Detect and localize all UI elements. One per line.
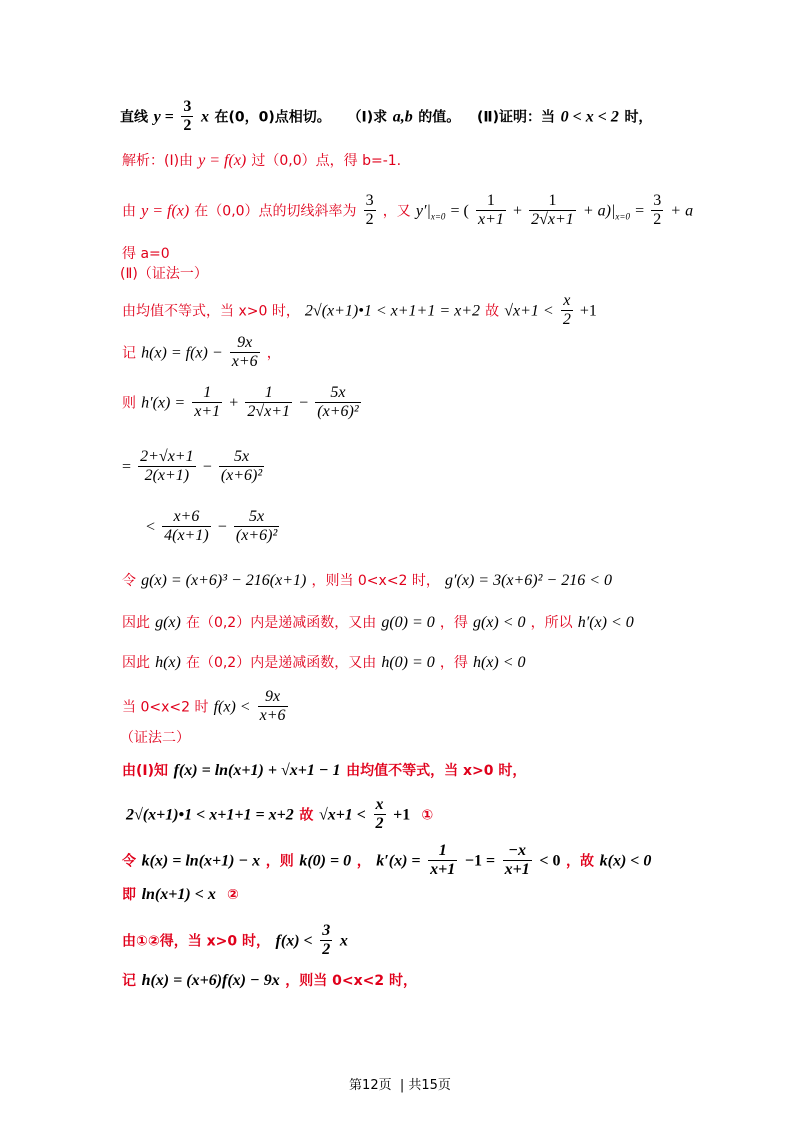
denominator: x+6 bbox=[259, 707, 286, 725]
denominator: 2√x+1 bbox=[531, 211, 574, 229]
solution-line bbox=[122, 192, 693, 230]
text: ，则 bbox=[265, 853, 294, 870]
solution-line bbox=[122, 652, 526, 673]
denominator: x+1 bbox=[194, 403, 221, 421]
math: g(x) = (x+6)³ − 216(x+1) bbox=[141, 572, 307, 589]
math: + a)| bbox=[582, 202, 616, 220]
math: a,b bbox=[392, 108, 413, 126]
math: h(x) < 0 bbox=[472, 654, 526, 671]
text: 令 bbox=[122, 853, 136, 870]
math: − bbox=[299, 394, 309, 412]
math: √x+1 < bbox=[318, 806, 366, 824]
text: 由均值不等式，当 x>0 时， bbox=[122, 303, 300, 320]
text: ，则当 0<x<2 时， bbox=[311, 573, 440, 589]
math: f(x) = ln(x+1) + √x+1 − 1 bbox=[173, 762, 341, 779]
math: k(0) = 0 bbox=[299, 852, 352, 870]
denominator: 2 bbox=[562, 311, 571, 329]
math: k(x) < 0 bbox=[599, 852, 652, 870]
math: 2√(x+1)•1 < x+1+1 = x+2 bbox=[126, 806, 294, 824]
fraction bbox=[364, 192, 376, 230]
math: y = f(x) bbox=[141, 202, 190, 220]
fraction bbox=[374, 796, 386, 834]
math: = bbox=[635, 202, 645, 220]
math: ln(x+1) < x bbox=[141, 886, 216, 903]
math: + bbox=[512, 202, 522, 220]
math: 0 < x < 2 bbox=[560, 108, 619, 126]
math: k′(x) = bbox=[376, 852, 421, 870]
problem-statement-line bbox=[120, 98, 652, 136]
text: （Ⅰ)求 bbox=[347, 109, 388, 126]
footer-separator: | bbox=[399, 1078, 405, 1093]
math: y = f(x) bbox=[198, 152, 247, 169]
denominator: (x+6)² bbox=[317, 403, 359, 421]
math: +1 bbox=[579, 302, 597, 320]
math: < bbox=[146, 518, 156, 536]
math: g(0) = 0 bbox=[381, 614, 435, 631]
denominator: x+6 bbox=[231, 353, 258, 371]
solution-line bbox=[126, 796, 433, 834]
math: − bbox=[217, 518, 227, 536]
math: x bbox=[339, 932, 348, 950]
math: h(x) = f(x) − bbox=[141, 344, 223, 362]
fraction bbox=[428, 842, 457, 880]
text: 在（0,0）点的切线斜率为 bbox=[194, 203, 357, 220]
fraction bbox=[315, 384, 360, 422]
fraction bbox=[258, 688, 288, 726]
solution-line bbox=[122, 760, 526, 781]
text: 直线 bbox=[120, 109, 148, 126]
math: k(x) = ln(x+1) − x bbox=[141, 852, 261, 870]
denominator: 2 bbox=[322, 941, 331, 959]
text: 因此 bbox=[122, 615, 150, 631]
numerator: 1 bbox=[245, 384, 292, 403]
fraction bbox=[561, 292, 573, 330]
solution-line bbox=[122, 842, 651, 880]
numerator: −x bbox=[503, 842, 532, 861]
text: 过（0,0）点，得 b=-1. bbox=[251, 153, 402, 169]
fraction bbox=[192, 384, 222, 422]
numerator: x bbox=[561, 292, 573, 311]
numerator: x bbox=[374, 796, 386, 815]
text: ，所以 bbox=[530, 615, 573, 631]
numerator: 1 bbox=[476, 192, 506, 211]
fraction bbox=[651, 192, 663, 230]
fraction bbox=[503, 842, 532, 880]
text: 的值。 bbox=[418, 109, 461, 126]
text: ，又 bbox=[382, 203, 411, 220]
numerator: 1 bbox=[428, 842, 457, 861]
solution-line bbox=[122, 570, 612, 591]
text: 时， bbox=[624, 109, 653, 126]
section-heading: (Ⅱ)（证法一） bbox=[120, 266, 208, 282]
text: 由①②得，当 x>0 时， bbox=[122, 933, 270, 950]
denominator: 2 bbox=[375, 815, 384, 833]
math: +1 bbox=[393, 806, 411, 824]
denominator: x+1 bbox=[477, 211, 504, 229]
math: g(x) bbox=[155, 614, 181, 631]
numerator: 3 bbox=[320, 922, 332, 941]
fraction bbox=[529, 192, 576, 230]
math-line bbox=[146, 508, 281, 546]
math: − bbox=[202, 458, 212, 476]
numerator: 3 bbox=[651, 192, 663, 211]
text: ， bbox=[266, 345, 281, 362]
math: + a bbox=[670, 202, 694, 220]
denominator: 2 bbox=[365, 211, 374, 229]
math: y = bbox=[153, 108, 174, 126]
text: ，故 bbox=[566, 853, 595, 870]
text: 在(0，0)点相切。 bbox=[214, 109, 331, 126]
solution-line bbox=[122, 970, 417, 991]
text: 在（0,2）内是递减函数，又由 bbox=[185, 615, 377, 631]
numerator: 5x bbox=[315, 384, 360, 403]
fraction bbox=[234, 508, 279, 546]
numerator: 9x bbox=[230, 334, 260, 353]
fraction bbox=[230, 334, 260, 372]
solution-line bbox=[122, 688, 290, 726]
text: 即 bbox=[122, 887, 136, 903]
numerator: 9x bbox=[258, 688, 288, 707]
math: h′(x) = bbox=[141, 394, 186, 412]
solution-line bbox=[122, 150, 401, 171]
text: 解析：(Ⅰ)由 bbox=[122, 153, 194, 169]
text: ，得 bbox=[439, 655, 468, 671]
subscript: x=0 bbox=[615, 211, 630, 222]
fraction bbox=[476, 192, 506, 230]
numerator: 2+√x+1 bbox=[138, 448, 195, 467]
solution-line bbox=[122, 334, 281, 372]
solution-line: 得 a=0 bbox=[122, 246, 170, 262]
text: 故 bbox=[299, 807, 314, 824]
text: 由均值不等式，当 x>0 时， bbox=[346, 763, 527, 779]
math: √x+1 < bbox=[504, 302, 554, 320]
denominator: (x+6)² bbox=[220, 467, 263, 485]
fraction bbox=[320, 922, 332, 960]
math: h(0) = 0 bbox=[381, 654, 435, 671]
numerator: x+6 bbox=[162, 508, 211, 527]
solution-line bbox=[122, 884, 239, 905]
numerator: 1 bbox=[529, 192, 576, 211]
solution-line bbox=[122, 922, 348, 960]
text: ， bbox=[356, 853, 371, 870]
page-total: 共15页 bbox=[408, 1078, 451, 1093]
text: 记 bbox=[122, 973, 136, 989]
math: f(x) < bbox=[213, 698, 251, 716]
circled-two: ② bbox=[226, 887, 239, 903]
math: h(x) = (x+6)f(x) − 9x bbox=[141, 972, 280, 989]
subscript: x=0 bbox=[430, 211, 446, 222]
math: = bbox=[122, 458, 132, 476]
page-footer bbox=[0, 1074, 800, 1093]
math: 2√(x+1)•1 < x+1+1 = x+2 bbox=[304, 302, 481, 320]
math: h(x) bbox=[155, 654, 181, 671]
math: g′(x) = 3(x+6)² − 216 < 0 bbox=[445, 572, 613, 589]
solution-line bbox=[122, 292, 597, 330]
denominator: (x+6)² bbox=[235, 527, 278, 545]
fraction bbox=[138, 448, 195, 486]
math-line bbox=[122, 448, 266, 486]
math: y′| bbox=[415, 202, 431, 220]
math: g(x) < 0 bbox=[472, 614, 526, 631]
text: 因此 bbox=[122, 655, 150, 671]
math: f(x) < bbox=[275, 932, 313, 950]
fraction bbox=[219, 448, 264, 486]
text: 在（0,2）内是递减函数，又由 bbox=[185, 655, 377, 671]
math: −1 = bbox=[464, 852, 496, 870]
section-heading: （证法二） bbox=[120, 730, 190, 746]
text: 当 0<x<2 时 bbox=[122, 699, 209, 716]
text: 则 bbox=[122, 395, 136, 412]
denominator: 2(x+1) bbox=[144, 467, 190, 485]
math: + bbox=[229, 394, 239, 412]
numerator: 3 bbox=[181, 98, 193, 117]
fraction bbox=[245, 384, 292, 422]
text: (Ⅱ)证明：当 bbox=[477, 109, 556, 126]
numerator: 5x bbox=[219, 448, 264, 467]
math: = ( bbox=[450, 202, 469, 220]
text: 由(Ⅰ)知 bbox=[122, 763, 169, 779]
math: h′(x) < 0 bbox=[577, 614, 634, 631]
circled-one: ① bbox=[421, 807, 434, 824]
text: 由 bbox=[122, 203, 136, 220]
denominator: 2 bbox=[653, 211, 662, 229]
numerator: 5x bbox=[234, 508, 279, 527]
denominator: 2 bbox=[183, 117, 192, 135]
denominator: 2√x+1 bbox=[247, 403, 291, 421]
math: < 0 bbox=[539, 852, 561, 870]
numerator: 3 bbox=[364, 192, 376, 211]
text: 记 bbox=[122, 345, 136, 362]
text: ，得 bbox=[439, 615, 468, 631]
solution-line bbox=[122, 612, 634, 633]
fraction bbox=[162, 508, 211, 546]
text: 令 bbox=[122, 573, 136, 589]
solution-line bbox=[122, 384, 363, 422]
denominator: x+1 bbox=[430, 861, 456, 879]
fraction bbox=[181, 98, 193, 136]
text: 故 bbox=[485, 303, 500, 320]
text: ，则当 0<x<2 时， bbox=[285, 973, 418, 989]
math: x bbox=[200, 108, 209, 126]
numerator: 1 bbox=[192, 384, 222, 403]
denominator: x+1 bbox=[504, 861, 530, 879]
page-number: 第12页 bbox=[349, 1078, 392, 1093]
denominator: 4(x+1) bbox=[164, 527, 209, 545]
